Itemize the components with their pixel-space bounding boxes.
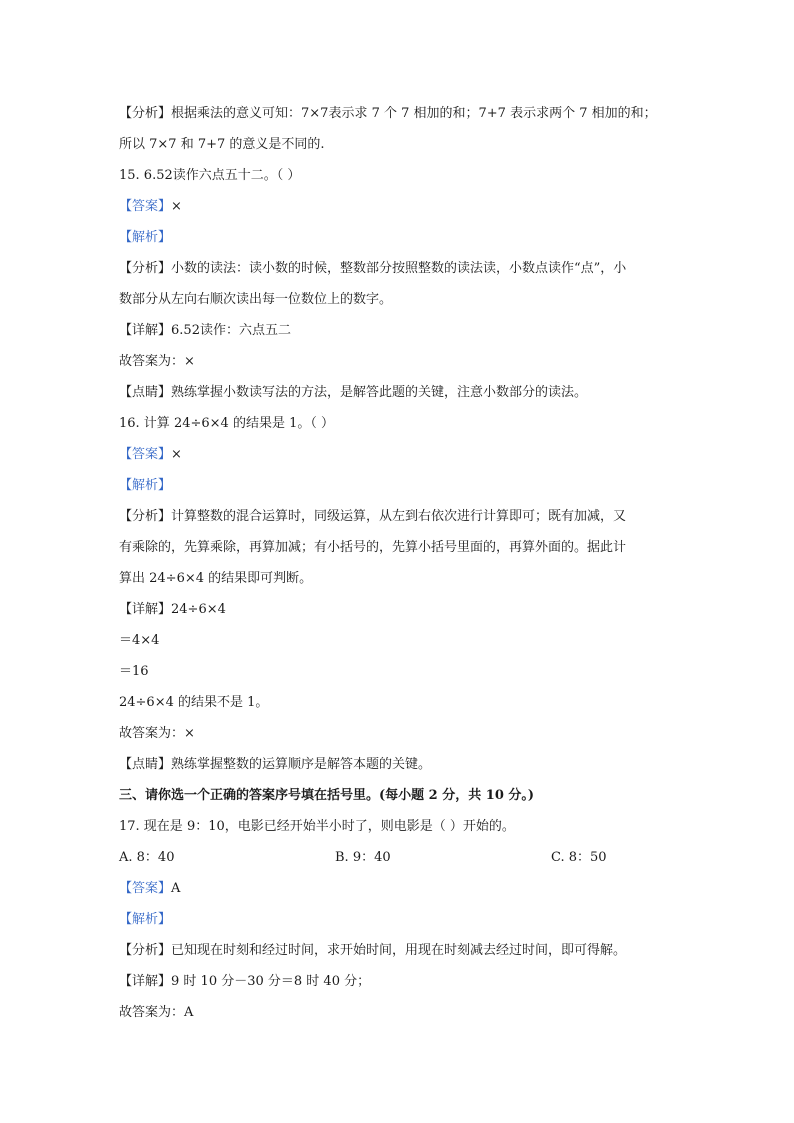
q14-analysis-line2: 所以 7×7 和 7+7 的意义是不同的. [119, 137, 325, 152]
q17-answer [119, 873, 691, 904]
q15-conclusion: 故答案为：× [119, 354, 195, 369]
q15-question: 15. 6.52读作六点五十二。（ ） [119, 168, 301, 183]
q16-analysis-line1: 【分析】计算整数的混合运算时，同级运算，从左到右依次进行计算即可；既有加减，又 [119, 509, 627, 524]
q15-detail: 【详解】6.52读作：六点五二 [119, 323, 291, 338]
q16-answer [119, 439, 691, 470]
q15-answer [119, 191, 691, 222]
q16-point: 【点睛】熟练掌握整数的运算顺序是解答本题的关键。 [119, 757, 432, 772]
answer-value: × [171, 447, 182, 462]
option-a: A. 8：40 [119, 850, 175, 865]
q16-explain-tag: 【解析】 [119, 478, 172, 493]
analysis-tag: 【分析】 [119, 509, 172, 524]
q17-question: 17. 现在是 9：10，电影已经开始半小时了，则电影是（ ）开始的。 [119, 819, 515, 834]
option-c: C. 8：50 [551, 850, 607, 865]
detail-tag: 【详解】 [119, 974, 172, 989]
answer-tag: 【答案】 [119, 199, 172, 214]
q16-analysis-line3: 算出 24÷6×4 的结果即可判断。 [119, 571, 313, 586]
q16-conclusion: 故答案为：× [119, 726, 195, 741]
q15-explain-tag: 【解析】 [119, 230, 172, 245]
q16-detail-line4: 24÷6×4 的结果不是 1。 [119, 695, 269, 710]
detail-tag: 【详解】 [119, 602, 172, 617]
q16-analysis-line2: 有乘除的，先算乘除，再算加减；有小括号的，先算小括号里面的，再算外面的。据此计 [119, 540, 627, 555]
answer-value: × [171, 199, 182, 214]
detail-tag: 【详解】 [119, 323, 172, 338]
q17-detail: 【详解】9 时 10 分－30 分＝8 时 40 分； [119, 974, 371, 989]
q15-point: 【点睛】熟练掌握小数读写法的方法，是解答此题的关键，注意小数部分的读法。 [119, 385, 588, 400]
analysis-tag: 【分析】 [119, 943, 172, 958]
q14-analysis-line1: 【分析】根据乘法的意义可知：7×7表示求 7 个 7 相加的和；7+7 表示求两个 7 相加的和； [119, 106, 657, 121]
answer-value: A [171, 881, 181, 896]
analysis-tag: 【分析】 [119, 261, 172, 276]
q17-conclusion: 故答案为：A [119, 1005, 194, 1020]
q16-detail-line1: 【详解】24÷6×4 [119, 602, 226, 617]
q17-options [119, 842, 691, 873]
point-tag: 【点睛】 [119, 385, 172, 400]
q17-analysis: 【分析】已知现在时刻和经过时间，求开始时间，用现在时刻减去经过时间，即可得解。 [119, 943, 627, 958]
analysis-tag: 【分析】 [119, 106, 172, 121]
point-tag: 【点睛】 [119, 757, 172, 772]
q15-analysis-line1: 【分析】小数的读法：读小数的时候，整数部分按照整数的读法读，小数点读作“点”，小 [119, 261, 627, 276]
q16-detail-line3: ＝16 [119, 664, 149, 679]
answer-tag: 【答案】 [119, 447, 172, 462]
option-b: B. 9：40 [335, 850, 391, 865]
q15-analysis-line2: 数部分从左向右顺次读出每一位数位上的数字。 [119, 292, 393, 307]
section-heading: 三、请你选一个正确的答案序号填在括号里。(每小题 2 分，共 10 分。) [119, 788, 535, 803]
q16-question: 16. 计算 24÷6×4 的结果是 1。（ ） [119, 416, 334, 431]
q17-explain-tag: 【解析】 [119, 912, 172, 927]
answer-tag: 【答案】 [119, 881, 172, 896]
q16-detail-line2: ＝4×4 [119, 633, 160, 648]
document-page [119, 98, 691, 1028]
